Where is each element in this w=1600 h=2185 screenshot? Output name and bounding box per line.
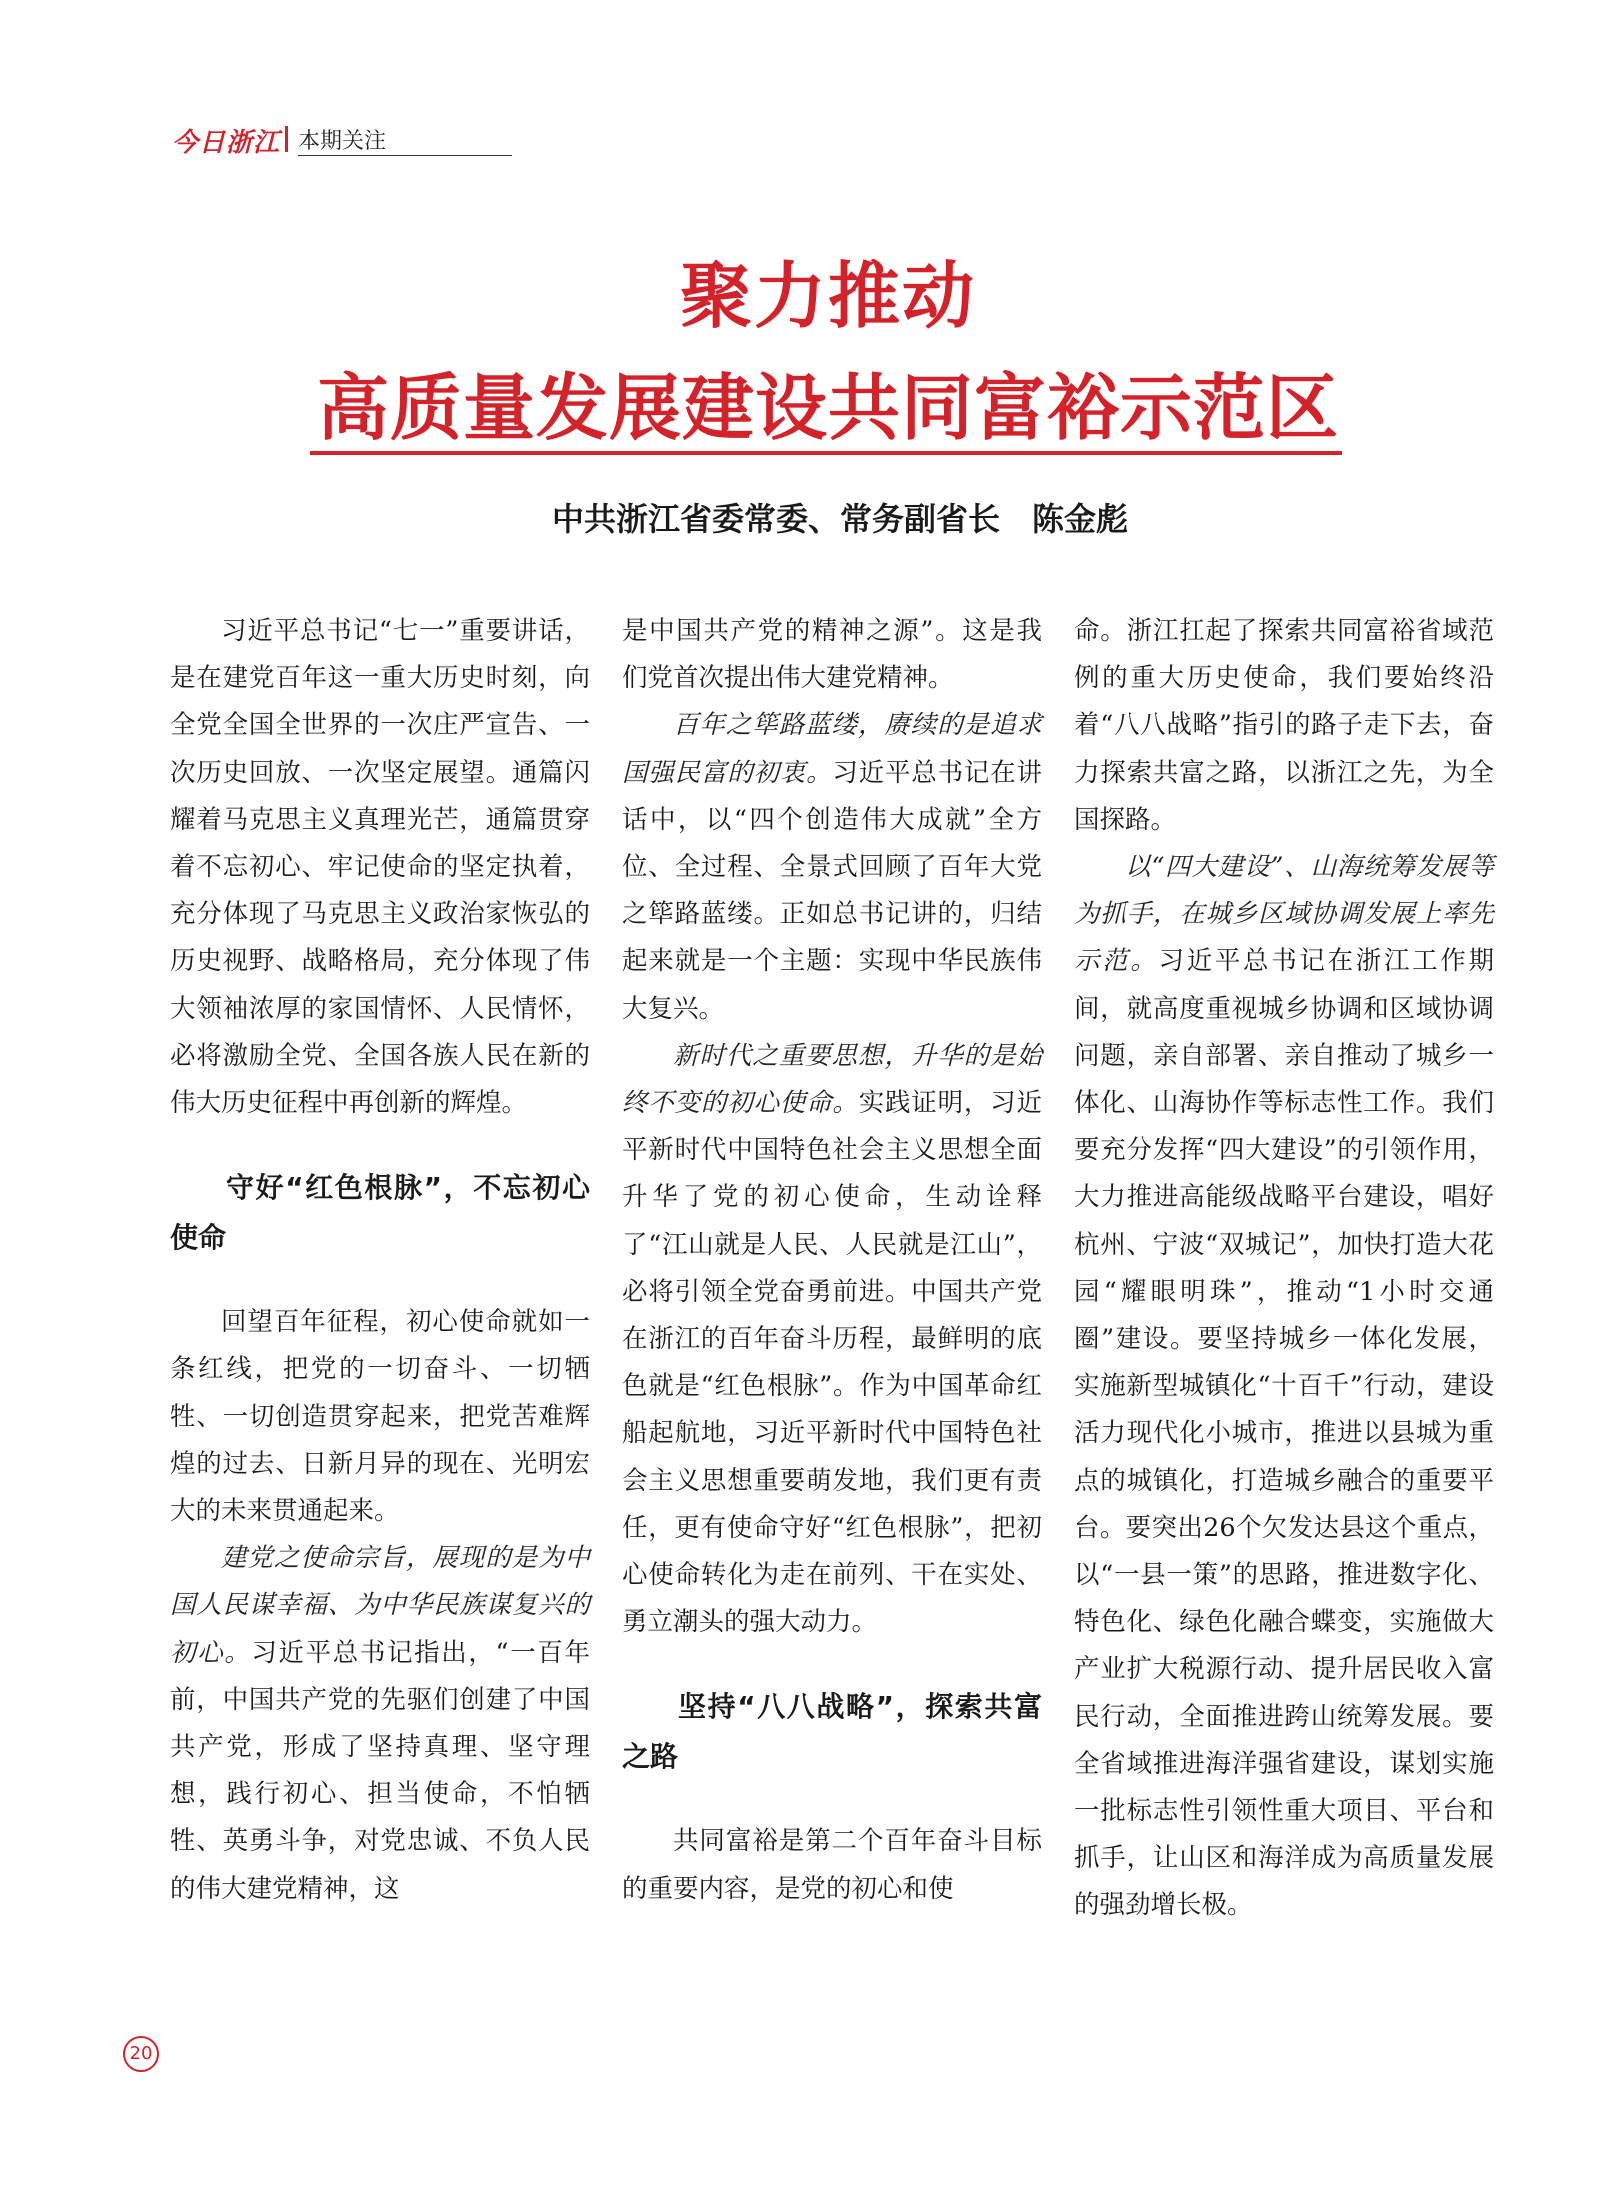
headline-rule bbox=[310, 451, 1342, 455]
section-label: 本期关注 bbox=[298, 129, 387, 154]
paragraph-body: 习近平总书记指出，“一百年前，中国共产党的先驱们创建了中国共产党，形成了坚持真理、坚守理想，践行初心、担当使命，不怕牺牲、英勇斗争，对党忠诚、不负人民的伟大建党精神，这 bbox=[170, 1637, 590, 1904]
section-heading: 坚持“八八战略”，探索共富之路 bbox=[622, 1690, 1042, 1774]
paragraph bbox=[622, 702, 1042, 1032]
paragraph: 回望百年征程，初心使命就如一条红线，把党的一切奋斗、一切牺牲、一切创造贯穿起来，把党苦难辉煌的过去、日新月异的现在、光明宏大的未来贯通起来。 bbox=[170, 1307, 590, 1527]
header-underline bbox=[298, 155, 512, 156]
text-column-2 bbox=[622, 608, 1042, 1913]
paragraph: 是中国共产党的精神之源”。这是我们党首次提出伟大建党精神。 bbox=[622, 616, 1042, 694]
paragraph: 命。浙江扛起了探索共同富裕省域范例的重大历史使命，我们要始终沿着“八八战略”指引的路子走下去，奋力探索共富之路，以浙江之先，为全国探路。 bbox=[1074, 616, 1494, 835]
paragraph: 习近平总书记“七一”重要讲话，是在建党百年这一重大历史时刻，向全党全国全世界的一次庄严宣告、一次历史回放、一次坚定展望。通篇闪耀着马克思主义真理光芒，通篇贯穿着不忘初心、牢记使命的坚定执着，充分体现了马克思主义政治家恢弘的历史视野、战略格局，充分体现了伟大领袖浓厚的家国情怀、人民情怀，必将激励全党、全国各族人民在新的伟大历史征程中再创新的辉煌。 bbox=[170, 616, 590, 1119]
header-divider bbox=[285, 126, 288, 152]
paragraph-lead: 以“四大建设”、山海统筹发展等为抓手，在城乡区域协调发展上率先示范。 bbox=[1074, 852, 1494, 977]
paragraph-body: 习近平总书记在浙江工作期间，就高度重视城乡协调和区域协调问题，亲自部署、亲自推动了城乡一体化、山海协作等标志性工作。我们要充分发挥“四大建设”的引领作用，大力推进高能级战略平台建设，唱好杭州、宁波“双城记”，加快打造大花园“耀眼明珠”，推动“1小时交通圈”建设。要坚持城乡一体化发展，实施新型城镇化“十百千”行动，建设活力现代化小城市，推进以县城为重点的城镇化，打造城乡融合的重要平台。要突出26个欠发达县这个重点，以“一县一策”的思路，推进数字化、特色化、绿色化融合蝶变，实施做大产业扩大税源行动、提升居民收入富民行动，全面推进跨山统筹发展。要全省域推进海洋强省建设，谋划实施一批标志性引领性重大项目、平台和抓手，让山区和海洋成为高质量发展的强劲增长极。 bbox=[1074, 946, 1494, 1921]
section-heading: 守好“红色根脉”，不忘初心使命 bbox=[170, 1171, 590, 1255]
paragraph-lead: 建党之使命宗旨，展现的是为中国人民谋幸福、为中华民族谋复兴的初心。 bbox=[170, 1543, 590, 1668]
byline: 中共浙江省委常委、常务副省长 陈金彪 bbox=[551, 500, 1128, 538]
text-column-3 bbox=[1074, 608, 1494, 1930]
text-column-1 bbox=[170, 608, 590, 1913]
headline-line-2: 高质量发展建设共同富裕示范区 bbox=[316, 366, 1339, 450]
paragraph-lead: 新时代之重要思想，升华的是始终不变的初心使命。 bbox=[622, 1040, 1042, 1119]
headline-line-1: 聚力推动 bbox=[679, 254, 976, 338]
paragraph bbox=[170, 1535, 590, 1913]
paragraph-body: 习近平总书记在讲话中，以“四个创造伟大成就”全方位、全过程、全景式回顾了百年大党之筚路蓝缕。正如总书记讲的，归结起来就是一个主题：实现中华民族伟大复兴。 bbox=[622, 757, 1042, 1024]
paragraph bbox=[622, 1033, 1042, 1647]
magazine-logo: 今日浙江 bbox=[172, 128, 281, 158]
page-number: 20 bbox=[123, 2036, 159, 2072]
paragraph-lead: 百年之筚路蓝缕，赓续的是追求国强民富的初衷。 bbox=[622, 710, 1042, 788]
paragraph: 共同富裕是第二个百年奋斗目标的重要内容，是党的初心和使 bbox=[622, 1826, 1042, 1904]
page-header bbox=[172, 124, 512, 158]
paragraph-body: 实践证明，习近平新时代中国特色社会主义思想全面升华了党的初心使命，生动诠释了“江山就是人民、人民就是江山”，必将引领全党奋勇前进。中国共产党在浙江的百年奋斗历程，最鲜明的底色就是“红色根脉”。作为中国革命红船起航地，习近平新时代中国特色社会主义思想重要萌发地，我们更有责任，更有使命守好“红色根脉”，把初心使命转化为走在前列、干在实处、勇立潮头的强大动力。 bbox=[622, 1088, 1042, 1638]
paragraph bbox=[1074, 844, 1494, 1930]
